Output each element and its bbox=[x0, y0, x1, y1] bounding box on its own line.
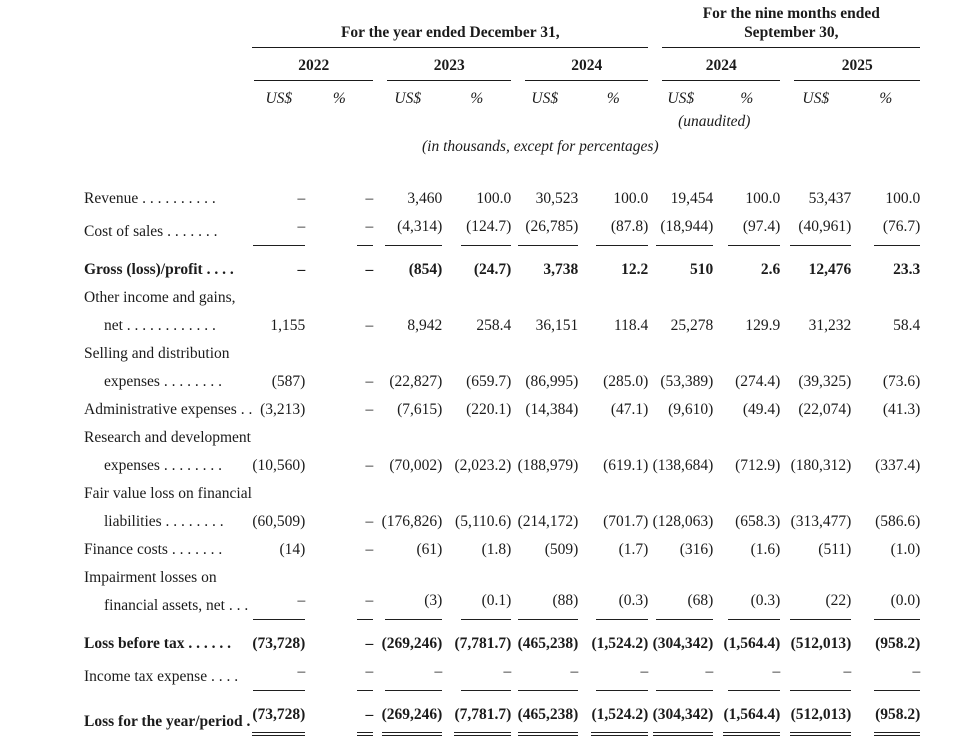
currency-header: US$ bbox=[667, 90, 695, 107]
row-label: Selling and distribution bbox=[84, 345, 230, 362]
row-revenue bbox=[84, 158, 920, 213]
cell-value: (10,560) bbox=[252, 457, 306, 474]
row-finance-costs bbox=[84, 536, 920, 564]
cell-value: – bbox=[656, 658, 713, 691]
cell-value: (854) bbox=[408, 261, 443, 278]
cell-value: – bbox=[365, 373, 374, 390]
year-header-2024: 2024 bbox=[525, 48, 648, 81]
year-header-9m-2024: 2024 bbox=[662, 48, 780, 81]
row-label-line2: liabilities . . . . . . . . bbox=[104, 513, 224, 530]
cell-value: 118.4 bbox=[613, 317, 649, 334]
cell-value: – bbox=[297, 261, 306, 278]
cell-value: (701.7) bbox=[603, 513, 649, 530]
currency-header: US$ bbox=[802, 90, 830, 107]
row-label-line2: financial assets, net . . . bbox=[104, 597, 249, 614]
row-label: Finance costs . . . . . . . bbox=[84, 541, 223, 558]
cell-value: (3) bbox=[385, 587, 442, 620]
cell-value: (3,213) bbox=[260, 401, 306, 418]
cell-value: – bbox=[253, 658, 305, 691]
cell-value: (86,995) bbox=[525, 373, 579, 390]
row-loss-for-the-year-period bbox=[84, 691, 920, 736]
cell-value: – bbox=[728, 658, 780, 691]
cell-value: (176,826) bbox=[381, 513, 443, 530]
cell-value: (313,477) bbox=[790, 513, 852, 530]
cell-value: 1,155 bbox=[270, 317, 306, 334]
cell-value: (87.8) bbox=[596, 213, 648, 246]
cell-value: (22,074) bbox=[798, 401, 852, 418]
cell-value: (1,524.2) bbox=[591, 701, 648, 736]
currency-header: US$ bbox=[531, 90, 559, 107]
row-label-line2: expenses . . . . . . . . bbox=[104, 373, 222, 390]
year-header-9m-2025: 2025 bbox=[794, 48, 920, 81]
cell-value: (7,781.7) bbox=[454, 701, 511, 736]
cell-value: – bbox=[365, 635, 374, 652]
cell-value: (587) bbox=[271, 373, 306, 390]
cell-value: (958.2) bbox=[874, 701, 920, 736]
income-statement-table bbox=[84, 4, 920, 736]
cell-value: (88) bbox=[518, 587, 578, 620]
row-label-line2: expenses . . . . . . . . bbox=[104, 457, 222, 474]
cell-value: (658.3) bbox=[735, 513, 781, 530]
cell-value: (70,002) bbox=[389, 457, 443, 474]
cell-value: (220.1) bbox=[466, 401, 512, 418]
spacer-cell bbox=[84, 109, 252, 132]
cell-value: (49.4) bbox=[742, 401, 781, 418]
year-header-2022: 2022 bbox=[254, 48, 373, 81]
header-groups-row bbox=[84, 4, 920, 48]
percent-header: % bbox=[606, 90, 620, 107]
cell-value: 53,437 bbox=[808, 190, 852, 207]
header-units-row bbox=[84, 132, 920, 158]
cell-value: – bbox=[365, 401, 374, 418]
cell-value: (4,314) bbox=[385, 213, 442, 246]
cell-value: 19,454 bbox=[670, 190, 714, 207]
units-note: (in thousands, except for percentages) bbox=[422, 138, 659, 155]
cell-value: (1.0) bbox=[890, 541, 921, 558]
row-label: Loss for the year/period . bbox=[84, 713, 251, 730]
cell-value: (7,615) bbox=[397, 401, 443, 418]
cell-value: (512,013) bbox=[790, 635, 852, 652]
spacer-cell bbox=[84, 4, 252, 48]
row-cost-of-sales bbox=[84, 213, 920, 246]
cell-value: (73.6) bbox=[882, 373, 921, 390]
header-unaudited-row bbox=[84, 109, 920, 132]
cell-value: 2.6 bbox=[760, 261, 781, 278]
year-header-2023: 2023 bbox=[387, 48, 511, 81]
cell-value: 30,523 bbox=[535, 190, 579, 207]
cell-value: (2,023.2) bbox=[454, 457, 512, 474]
cell-value: 100.0 bbox=[476, 190, 512, 207]
row-research-and-development-expenses bbox=[84, 424, 920, 480]
row-selling-and-distribution-expenses bbox=[84, 340, 920, 396]
cell-value: (0.3) bbox=[728, 587, 780, 620]
col-group-nine-months-line1: For the nine months ended bbox=[702, 5, 880, 22]
cell-value: – bbox=[357, 587, 373, 620]
cell-value: (269,246) bbox=[382, 701, 443, 736]
cell-value: (7,781.7) bbox=[454, 635, 512, 652]
cell-value: (14,384) bbox=[525, 401, 579, 418]
col-group-nine-months-line2: September 30, bbox=[744, 24, 839, 41]
cell-value: (214,172) bbox=[517, 513, 579, 530]
cell-value: – bbox=[596, 658, 648, 691]
row-administrative-expenses bbox=[84, 396, 920, 424]
header-years-row bbox=[84, 48, 920, 81]
row-fair-value-loss-on-financial-liabilities bbox=[84, 480, 920, 536]
row-other-income-and-gains-net bbox=[84, 284, 920, 340]
row-income-tax-expense bbox=[84, 658, 920, 691]
cell-value: (712.9) bbox=[735, 457, 781, 474]
col-group-year-ended bbox=[252, 23, 648, 48]
cell-value: (1.8) bbox=[481, 541, 512, 558]
cell-value: (1,564.4) bbox=[723, 635, 781, 652]
spacer-cell bbox=[84, 48, 252, 81]
row-loss-before-tax bbox=[84, 620, 920, 658]
cell-value: – bbox=[253, 587, 305, 620]
row-gross-loss-profit bbox=[84, 246, 920, 284]
cell-value: (512,013) bbox=[790, 701, 851, 736]
cell-value: 129.9 bbox=[745, 317, 781, 334]
cell-value: (53,389) bbox=[660, 373, 714, 390]
col-group-year-ended-label: For the year ended December 31, bbox=[340, 24, 560, 41]
currency-header: US$ bbox=[265, 90, 293, 107]
cell-value: 100.0 bbox=[885, 190, 921, 207]
cell-value: – bbox=[874, 658, 920, 691]
cell-value: (586.6) bbox=[875, 513, 921, 530]
cell-value: (0.0) bbox=[874, 587, 920, 620]
cell-value: (128,063) bbox=[652, 513, 714, 530]
unaudited-note: (unaudited) bbox=[678, 113, 751, 130]
cell-value: (509) bbox=[544, 541, 579, 558]
cell-value: 23.3 bbox=[893, 261, 921, 278]
cell-value: (24.7) bbox=[473, 261, 512, 278]
cell-value: (138,684) bbox=[652, 457, 714, 474]
row-label: Gross (loss)/profit . . . . bbox=[84, 261, 234, 278]
cell-value: (60,509) bbox=[252, 513, 306, 530]
cell-value: (1.6) bbox=[750, 541, 781, 558]
cell-value: (73,728) bbox=[252, 701, 305, 736]
cell-value: (304,342) bbox=[652, 635, 714, 652]
cell-value: 36,151 bbox=[535, 317, 579, 334]
cell-value: (0.3) bbox=[596, 587, 648, 620]
cell-value: – bbox=[357, 701, 373, 736]
cell-value: (1.7) bbox=[618, 541, 649, 558]
cell-value: (465,238) bbox=[518, 701, 579, 736]
percent-header: % bbox=[879, 90, 893, 107]
cell-value: 31,232 bbox=[808, 317, 852, 334]
row-label: Other income and gains, bbox=[84, 289, 236, 306]
spacer-cell bbox=[84, 81, 252, 109]
cell-value: (47.1) bbox=[610, 401, 649, 418]
cell-value: (0.1) bbox=[461, 587, 511, 620]
cell-value: 58.4 bbox=[893, 317, 921, 334]
cell-value: (274.4) bbox=[735, 373, 781, 390]
cell-value: – bbox=[790, 658, 851, 691]
cell-value: (22) bbox=[790, 587, 851, 620]
cell-value: 12.2 bbox=[621, 261, 649, 278]
row-impairment-losses-on-financial-assets-net bbox=[84, 564, 920, 620]
row-label: Loss before tax . . . . . . bbox=[84, 635, 231, 652]
cell-value: (180,312) bbox=[790, 457, 852, 474]
cell-value: (1,524.2) bbox=[591, 635, 649, 652]
cell-value: (465,238) bbox=[517, 635, 579, 652]
cell-value: 8,942 bbox=[407, 317, 443, 334]
row-label-line2: net . . . . . . . . . . . . bbox=[104, 317, 216, 334]
cell-value: (269,246) bbox=[381, 635, 443, 652]
cell-value: – bbox=[365, 513, 374, 530]
cell-value: 510 bbox=[690, 261, 714, 278]
percent-header: % bbox=[740, 90, 754, 107]
cell-value: (68) bbox=[656, 587, 713, 620]
cell-value: (76.7) bbox=[874, 213, 920, 246]
cell-value: (9,610) bbox=[668, 401, 714, 418]
cell-value: 100.0 bbox=[745, 190, 781, 207]
cell-value: (337.4) bbox=[875, 457, 921, 474]
cell-value: (41.3) bbox=[882, 401, 921, 418]
header-subcolumns-row bbox=[84, 81, 920, 109]
cell-value: (304,342) bbox=[653, 701, 714, 736]
cell-value: – bbox=[518, 658, 578, 691]
percent-header: % bbox=[332, 90, 346, 107]
cell-value: (659.7) bbox=[466, 373, 512, 390]
cell-value: – bbox=[357, 213, 373, 246]
cell-value: 100.0 bbox=[613, 190, 649, 207]
cell-value: 25,278 bbox=[670, 317, 714, 334]
percent-header: % bbox=[470, 90, 484, 107]
cell-value: – bbox=[253, 213, 305, 246]
cell-value: (26,785) bbox=[518, 213, 578, 246]
spacer-cell bbox=[252, 109, 648, 132]
cell-value: (97.4) bbox=[728, 213, 780, 246]
cell-value: (1,564.4) bbox=[723, 701, 780, 736]
row-label: Administrative expenses . . bbox=[84, 401, 253, 418]
cell-value: – bbox=[365, 190, 374, 207]
cell-value: (285.0) bbox=[603, 373, 649, 390]
cell-value: (14) bbox=[279, 541, 306, 558]
cell-value: – bbox=[365, 541, 374, 558]
cell-value: – bbox=[297, 190, 306, 207]
currency-header: US$ bbox=[394, 90, 422, 107]
row-label: Revenue . . . . . . . . . . bbox=[84, 190, 216, 207]
cell-value: (511) bbox=[818, 541, 852, 558]
cell-value: – bbox=[385, 658, 442, 691]
cell-value: – bbox=[365, 317, 374, 334]
cell-value: (316) bbox=[679, 541, 714, 558]
spacer-cell bbox=[84, 132, 252, 158]
cell-value: – bbox=[461, 658, 511, 691]
cell-value: (61) bbox=[416, 541, 443, 558]
row-label: Fair value loss on financial bbox=[84, 485, 252, 502]
row-label: Income tax expense . . . . bbox=[84, 668, 239, 685]
cell-value: 3,738 bbox=[543, 261, 579, 278]
cell-value: (5,110.6) bbox=[455, 513, 512, 530]
cell-value: 258.4 bbox=[476, 317, 512, 334]
cell-value: (39,325) bbox=[798, 373, 852, 390]
cell-value: 3,460 bbox=[407, 190, 443, 207]
cell-value: (188,979) bbox=[517, 457, 579, 474]
cell-value: (73,728) bbox=[252, 635, 306, 652]
spacer-cell bbox=[780, 109, 920, 132]
cell-value: (22,827) bbox=[389, 373, 443, 390]
cell-value: – bbox=[365, 457, 374, 474]
row-label: Impairment losses on bbox=[84, 569, 217, 586]
cell-value: (124.7) bbox=[461, 213, 511, 246]
cell-value: (18,944) bbox=[656, 213, 713, 246]
cell-value: 12,476 bbox=[808, 261, 852, 278]
col-group-nine-months bbox=[662, 4, 920, 48]
cell-value: (958.2) bbox=[875, 635, 921, 652]
cell-value: – bbox=[357, 658, 373, 691]
cell-value: (40,961) bbox=[790, 213, 851, 246]
cell-value: – bbox=[365, 261, 374, 278]
row-label: Research and development bbox=[84, 429, 251, 446]
row-label: Cost of sales . . . . . . . bbox=[84, 223, 218, 240]
cell-value: (619.1) bbox=[603, 457, 649, 474]
